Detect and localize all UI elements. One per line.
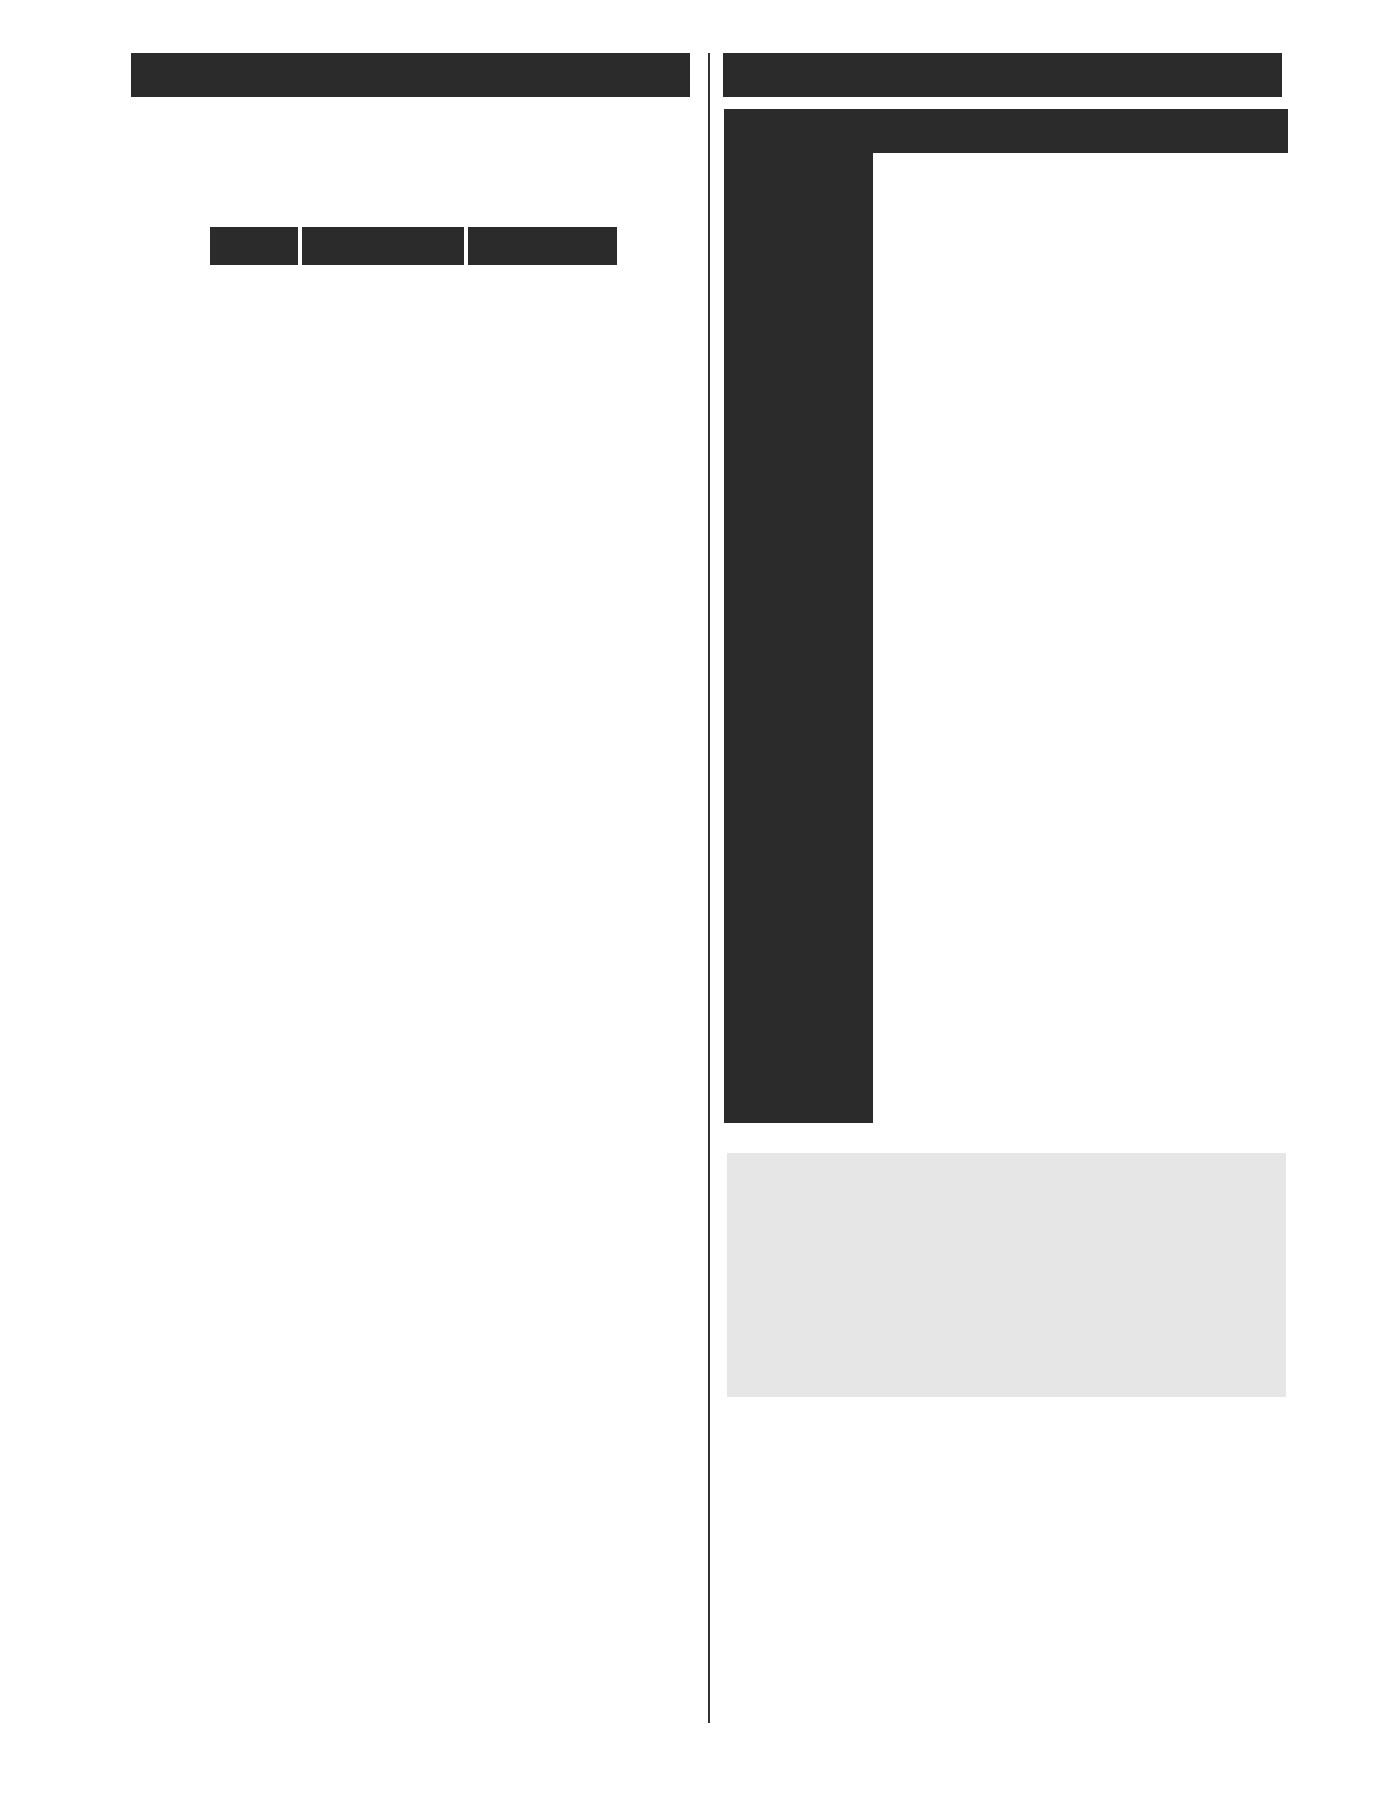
pc-modes-heading: [131, 53, 690, 97]
av-hdmi-table: [724, 109, 1288, 1123]
header-frequency: [468, 227, 617, 265]
source-ypbpr: [724, 596, 870, 757]
source-side-av: [724, 475, 870, 596]
header-source: [724, 109, 870, 153]
source-hdmi: [724, 757, 870, 1123]
header-signals: [870, 109, 1157, 153]
note-box: [727, 1153, 1286, 1397]
header-index: [210, 227, 298, 265]
source-ext2: [724, 314, 870, 475]
column-divider: [708, 53, 710, 1723]
av-table-frame: [870, 153, 1288, 1123]
header-resolution: [302, 227, 464, 265]
header-available: [1157, 109, 1288, 153]
av-hdmi-heading: [723, 53, 1282, 97]
source-ext1: [724, 153, 870, 314]
